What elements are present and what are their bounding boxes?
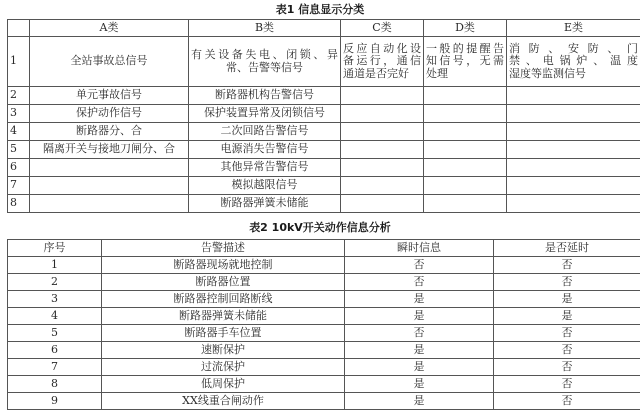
table1-cell-b: 断路器弹簧未储能: [189, 195, 341, 213]
table1-cell-a: 全站事故总信号: [30, 37, 189, 87]
table2-number: 1: [8, 257, 102, 274]
table1-cell-e: [507, 159, 640, 177]
table1-row-number: 1: [8, 37, 30, 87]
table2-delay: 否: [494, 359, 640, 376]
table2-header-number: 序号: [8, 240, 102, 257]
table1-cell-e: [507, 37, 640, 87]
table1-row-number: 7: [8, 177, 30, 195]
table2-header-instant: 瞬时信息: [345, 240, 494, 257]
table2-number: 8: [8, 376, 102, 393]
table1-cell-e: [507, 105, 640, 123]
table1-cell-d: [424, 123, 507, 141]
table1-cell-d: [424, 195, 507, 213]
table2-delay: 否: [494, 325, 640, 342]
table1-cell-b: 电源消失告警信号: [189, 141, 341, 159]
table2-instant: 是: [345, 342, 494, 359]
table1-cell-c: [341, 87, 424, 105]
table1-cell-c: [341, 159, 424, 177]
table1-cell-a: 隔离开关与接地刀闸分、合: [30, 141, 189, 159]
table2-number: 5: [8, 325, 102, 342]
table1-header-b: B类: [189, 20, 341, 37]
table1-row: [8, 141, 640, 159]
table2-caption: 表2 10kV开关动作信息分析: [249, 221, 391, 234]
table1-cell-e: [507, 195, 640, 213]
table1-row: [8, 87, 640, 105]
cell-line: 备运行，通信: [343, 54, 421, 68]
table1-cell-d: [424, 159, 507, 177]
table1-header-a: A类: [30, 20, 189, 37]
table1-cell-e: [507, 141, 640, 159]
cell-line: 消防、安防、门: [509, 41, 638, 55]
table1-cell-e: [507, 177, 640, 195]
table1-cell-c: [341, 123, 424, 141]
table1-cell-a: [30, 177, 189, 195]
table1-row: [8, 195, 640, 213]
table2-description: 速断保护: [102, 342, 345, 359]
cell-line: 湿度等监测信号: [509, 66, 586, 80]
cell-line: 知信号，无需: [426, 54, 504, 68]
table1-header-row: [8, 20, 640, 37]
table2-row: [8, 308, 640, 325]
table2-delay: 是: [494, 291, 640, 308]
table1-cell-e: [507, 123, 640, 141]
table2-instant: 否: [345, 274, 494, 291]
table1-row-number: 8: [8, 195, 30, 213]
table1-cell-d: [424, 87, 507, 105]
table2-delay: 否: [494, 342, 640, 359]
table1-cell-c: [341, 105, 424, 123]
table2-instant: 是: [345, 393, 494, 410]
table2-instant: 是: [345, 359, 494, 376]
table1-cell-d: [424, 141, 507, 159]
table2-row: [8, 274, 640, 291]
table1-cell-a: 断路器分、合: [30, 123, 189, 141]
switch-action-table: [7, 239, 640, 410]
table1-row: [8, 123, 640, 141]
table1-row-number: 5: [8, 141, 30, 159]
table1-row: [8, 177, 640, 195]
table2-number: 2: [8, 274, 102, 291]
table2-header-delay: 是否延时: [494, 240, 640, 257]
table2-row: [8, 325, 640, 342]
table2-number: 4: [8, 308, 102, 325]
table1-cell-c: [341, 195, 424, 213]
table1-cell-e: [507, 87, 640, 105]
table2-number: 9: [8, 393, 102, 410]
table2-delay: 否: [494, 393, 640, 410]
table2-delay: 否: [494, 376, 640, 393]
table2-description: 过流保护: [102, 359, 345, 376]
cell-line: 处理: [426, 66, 448, 80]
table1-cell-b: 断路器机构告警信号: [189, 87, 341, 105]
table2-row: [8, 359, 640, 376]
table1-cell-d: [424, 37, 507, 87]
table2-delay: 否: [494, 274, 640, 291]
table2-header-row: [8, 240, 640, 257]
cell-line: 有关设备失电、闭锁、异: [191, 48, 338, 61]
cell-line: 通道是否完好: [343, 66, 409, 80]
table1-cell-b: 其他异常告警信号: [189, 159, 341, 177]
table1-cell-b: 二次回路告警信号: [189, 123, 341, 141]
table2-instant: 否: [345, 257, 494, 274]
table1-cell-c: [341, 141, 424, 159]
table1-cell-b: 保护装置异常及闭锁信号: [189, 105, 341, 123]
table2-row: [8, 257, 640, 274]
table1-row-number: 6: [8, 159, 30, 177]
table1-cell-b: 模拟越限信号: [189, 177, 341, 195]
table1-header-blank: [8, 20, 30, 37]
table1-header-e: E类: [507, 20, 640, 37]
table1-cell-a: 保护动作信号: [30, 105, 189, 123]
table1-cell-d: [424, 105, 507, 123]
table2-delay: 否: [494, 257, 640, 274]
table2-instant: 是: [345, 376, 494, 393]
table2-description: 断路器手车位置: [102, 325, 345, 342]
table2-description: 低周保护: [102, 376, 345, 393]
cell-line: 禁、电锅炉、温度: [509, 54, 638, 68]
table2-number: 6: [8, 342, 102, 359]
table2-number: 7: [8, 359, 102, 376]
table2-number: 3: [8, 291, 102, 308]
table2-header-description: 告警描述: [102, 240, 345, 257]
table1-header-d: D类: [424, 20, 507, 37]
table1-cell-c: [341, 37, 424, 87]
info-classification-table: [7, 19, 640, 213]
table2-row: [8, 393, 640, 410]
table1-row-number: 4: [8, 123, 30, 141]
table2-instant: 否: [345, 325, 494, 342]
table1-row: [8, 37, 640, 87]
table2-instant: 是: [345, 308, 494, 325]
table1-row: [8, 159, 640, 177]
table2-delay: 是: [494, 308, 640, 325]
table1-row: [8, 105, 640, 123]
table1-row-number: 3: [8, 105, 30, 123]
table1-cell-b: [189, 37, 341, 87]
table2-row: [8, 342, 640, 359]
table2-description: 断路器控制回路断线: [102, 291, 345, 308]
cell-line: 一般的提醒告: [426, 41, 504, 55]
cell-line: 反应自动化设: [343, 41, 421, 55]
table1-cell-a: [30, 195, 189, 213]
table2-description: 断路器现场就地控制: [102, 257, 345, 274]
table2-description: XX线重合闸动作: [102, 393, 345, 410]
table1-header-c: C类: [341, 20, 424, 37]
table2-instant: 是: [345, 291, 494, 308]
cell-line: 常、告警等信号: [226, 60, 303, 74]
table2-row: [8, 291, 640, 308]
table1-cell-c: [341, 177, 424, 195]
table2-row: [8, 376, 640, 393]
table1-cell-a: [30, 159, 189, 177]
table2-description: 断路器位置: [102, 274, 345, 291]
table1-caption: 表1 信息显示分类: [275, 3, 365, 16]
table1-cell-d: [424, 177, 507, 195]
table2-description: 断路器弹簧未储能: [102, 308, 345, 325]
table1-row-number: 2: [8, 87, 30, 105]
table1-cell-a: 单元事故信号: [30, 87, 189, 105]
